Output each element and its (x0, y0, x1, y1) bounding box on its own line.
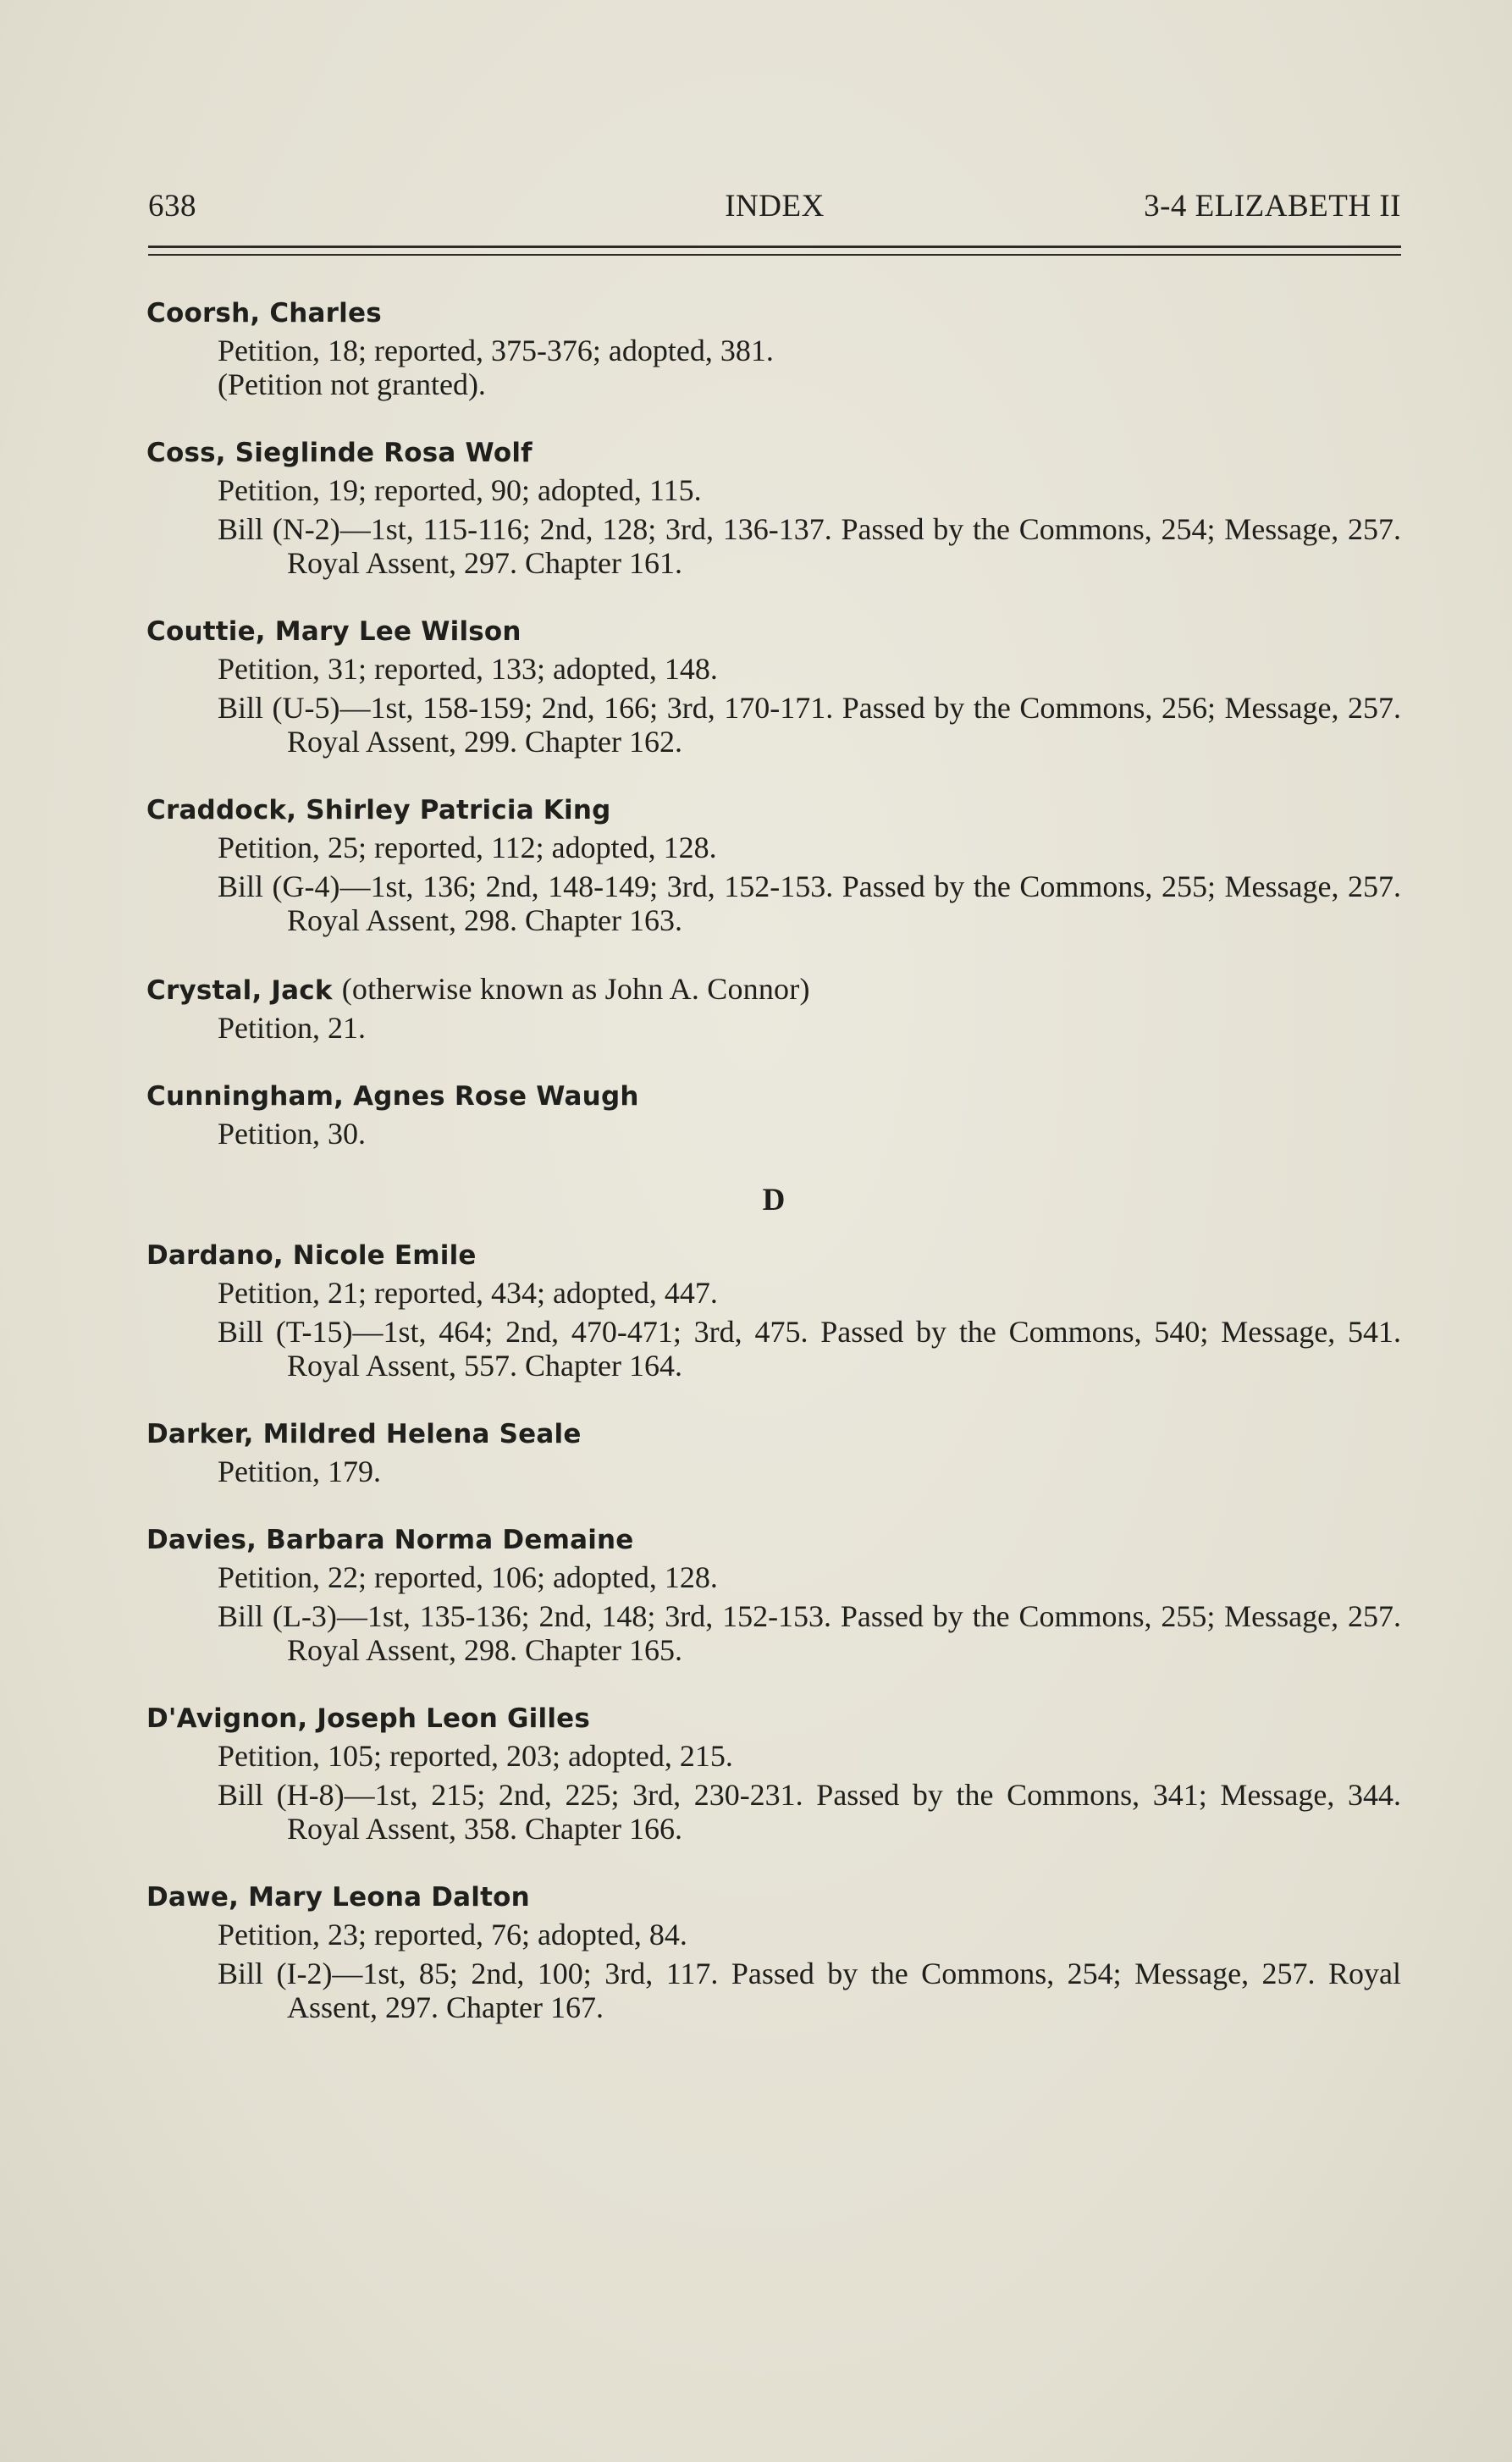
index-entry (146, 1877, 1401, 2024)
entry-name (146, 293, 1401, 334)
entries-c (146, 293, 1401, 1151)
index-entry (146, 1076, 1401, 1151)
index-entry (146, 1414, 1401, 1488)
section-letter: D (762, 1183, 786, 1217)
entry-name-text: D'Avignon, Joseph Leon Gilles (146, 1703, 591, 1734)
entry-petition-line: Petition, 18; reported, 375-376; adopted, 381. (218, 334, 774, 367)
index-entry (146, 1235, 1401, 1383)
entry-bill-line: Bill (G-4)—1st, 136; 2nd, 148-149; 3rd, 152-153. Passed by the Commons, 255; Message, 257. Royal Assent, 298. Chapter 163. (218, 869, 1401, 937)
entry-petition-line: Petition, 30. (218, 1117, 367, 1151)
entry-name (146, 1414, 1401, 1455)
entry-name (146, 1235, 1401, 1276)
entry-petition-line: Petition, 22; reported, 106; adopted, 128. (218, 1560, 718, 1594)
entry-name (146, 790, 1401, 831)
entry-name-text: Darker, Mildred Helena Seale (146, 1419, 582, 1449)
header-rule-thin (148, 254, 1401, 256)
index-entry (146, 969, 1401, 1045)
entry-bill-line: Bill (L-3)—1st, 135-136; 2nd, 148; 3rd, 152-153. Passed by the Commons, 255; Message, 257. Royal Assent, 298. Chapter 165. (218, 1599, 1401, 1667)
entry-bill-line: Bill (H-8)—1st, 215; 2nd, 225; 3rd, 230-231. Passed by the Commons, 341; Message, 344. Royal Assent, 358. Chapter 166. (218, 1778, 1401, 1846)
entry-name-text: Crystal, Jack (146, 975, 333, 1006)
entry-petition-line: Petition, 21; reported, 434; adopted, 447. (218, 1276, 718, 1310)
entries-d (146, 1235, 1401, 2024)
entry-petition-line: Petition, 25; reported, 112; adopted, 128. (218, 831, 717, 864)
entry-name-text: Davies, Barbara Norma Demaine (146, 1525, 634, 1555)
index-entry (146, 1520, 1401, 1667)
entry-name-text: Craddock, Shirley Patricia King (146, 795, 611, 825)
entry-name (146, 1698, 1401, 1739)
entry-qualifier: (otherwise known as John A. Connor) (341, 972, 810, 1006)
entry-petition-line: Petition, 21. (218, 1011, 367, 1045)
entry-bill-line: Bill (U-5)—1st, 158-159; 2nd, 166; 3rd, 170-171. Passed by the Commons, 256; Message, 257. Royal Assent, 299. Chapter 162. (218, 691, 1401, 759)
entry-petition-line: (Petition not granted). (218, 367, 486, 401)
entry-name-text: Dardano, Nicole Emile (146, 1240, 477, 1271)
entry-name-text: Coss, Sieglinde Rosa Wolf (146, 438, 533, 468)
entry-bill-line: Bill (N-2)—1st, 115-116; 2nd, 128; 3rd, 136-137. Passed by the Commons, 254; Message, 257. Royal Assent, 297. Chapter 161. (218, 512, 1401, 580)
entry-name (146, 433, 1401, 473)
entry-bill-line: Bill (I-2)—1st, 85; 2nd, 100; 3rd, 117. Passed by the Commons, 254; Message, 257. Royal Assent, 297. Chapter 167. (218, 1957, 1401, 2024)
entry-name-text: Dawe, Mary Leona Dalton (146, 1882, 530, 1913)
entry-name-text: Coorsh, Charles (146, 298, 382, 328)
entry-petition-line: Petition, 19; reported, 90; adopted, 115. (218, 473, 702, 507)
index-entry (146, 1698, 1401, 1846)
entry-petition-line: Petition, 23; reported, 76; adopted, 84. (218, 1918, 687, 1951)
index-entry (146, 611, 1401, 759)
index-entry (146, 293, 1401, 401)
entry-name (146, 611, 1401, 652)
header-title: INDEX (725, 189, 825, 224)
index-entry (146, 790, 1401, 937)
entry-name-text: Couttie, Mary Lee Wilson (146, 616, 521, 647)
entry-name-text: Cunningham, Agnes Rose Waugh (146, 1081, 639, 1112)
header-rule (148, 246, 1401, 248)
entry-petition-line: Petition, 31; reported, 133; adopted, 148. (218, 652, 718, 686)
entry-name (146, 969, 1401, 1011)
index-entry (146, 433, 1401, 580)
entry-name (146, 1520, 1401, 1560)
entry-name (146, 1877, 1401, 1918)
entry-name (146, 1076, 1401, 1117)
page-number: 638 (148, 189, 196, 224)
entry-petition-line: Petition, 105; reported, 203; adopted, 215. (218, 1739, 733, 1773)
index-entries (146, 293, 1401, 2056)
entry-petition-line: Petition, 179. (218, 1455, 382, 1488)
header-volume: 3-4 ELIZABETH II (1144, 189, 1401, 224)
entry-bill-line: Bill (T-15)—1st, 464; 2nd, 470-471; 3rd, 475. Passed by the Commons, 540; Message, 541. Royal Assent, 557. Chapter 164. (218, 1315, 1401, 1383)
page-header (148, 188, 1401, 239)
